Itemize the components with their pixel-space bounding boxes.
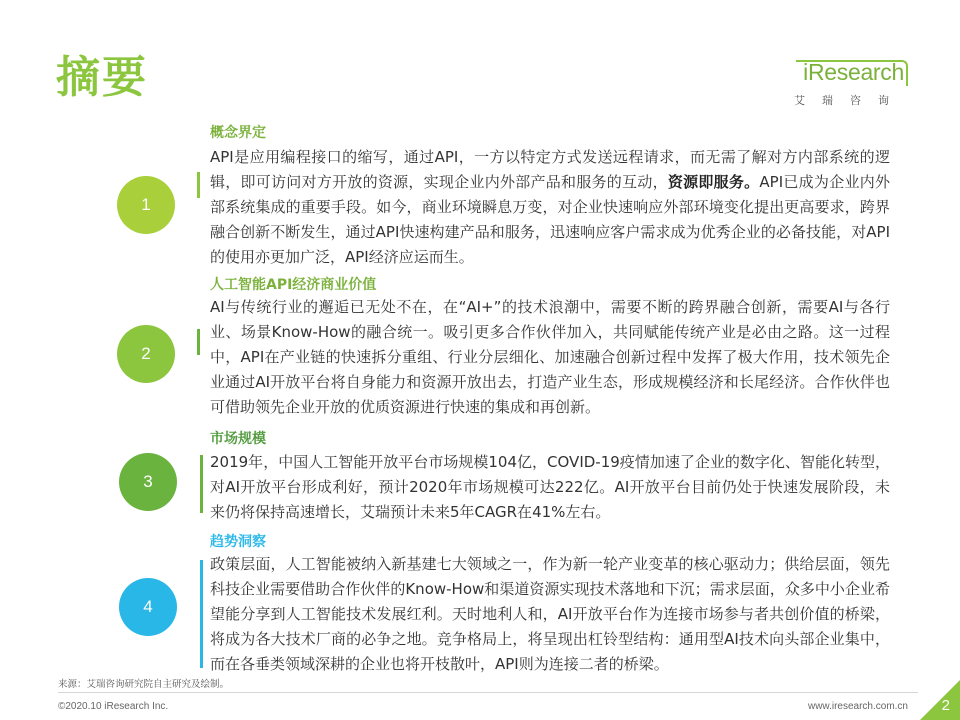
source-note: 来源：艾瑞咨询研究院自主研究及绘制。 bbox=[58, 679, 230, 690]
section-body-text: 2019年，中国人工智能开放平台市场规模104亿，COVID-19疫情加速了企业的数字化、智能化转型，对AI开放平台形成利好，预计2020年市场规模可达222亿。AI开放平台目前仍处于快速发展阶段，未来仍将保持高速增长，艾瑞预计未来5年CAGR在41%左右。 bbox=[210, 453, 890, 521]
section-accent-bar bbox=[197, 329, 200, 355]
section-number-circle bbox=[117, 325, 175, 383]
section-heading: 概念界定 bbox=[210, 125, 266, 141]
section-body-text-continued: API已成为企业内外部系统集成的重要手段。如今，商业环境瞬息万变，对企业快速响应外部环境变化提出更高要求，跨界融合创新不断发生，通过API快速构建产品和服务，迅速响应客户需求成为优秀企业的必备技能，对API的使用亦更加广泛，API经济应运而生。 bbox=[210, 173, 890, 266]
website-url: www.iresearch.com.cn bbox=[807, 701, 908, 712]
section-accent-bar bbox=[200, 455, 203, 513]
section-number: 4 bbox=[143, 597, 153, 616]
section-body-text: API是应用编程接口的缩写，通过API，一方以特定方式发送远程请求，而无需了解对方内部系统的逻辑，即可访问对方开放的资源，实现企业内外部产品和服务的互动， bbox=[210, 148, 890, 191]
page-number: 2 bbox=[941, 697, 950, 714]
section-body-text: AI与传统行业的邂逅已无处不在，在“AI+”的技术浪潮中，需要不断的跨界融合创新，需要AI与各行业、场景Know-How的融合统一。吸引更多合作伙伴加入，共同赋能传统产业是必由之路。这一过程中，API在产业链的快速拆分重组、行业分层细化、加速融合创新过程中发挥了极大作用，技术领先企业通过AI开放平台将自身能力和资源开放出去，打造产业生态，形成规模经济和长尾经济。合作伙伴也可借助领先企业开放的优质资源进行快速的集成和再创新。 bbox=[210, 298, 890, 416]
section-heading: 趋势洞察 bbox=[210, 534, 266, 550]
corner-shape bbox=[920, 680, 960, 720]
page-title: 摘要 bbox=[56, 52, 148, 103]
page-corner-triangle bbox=[920, 680, 960, 720]
section-number: 3 bbox=[143, 472, 153, 491]
section-heading: 人工智能API经济商业价值 bbox=[210, 277, 377, 293]
logo-subtitle: 艾瑞咨询 bbox=[794, 94, 906, 107]
section-accent-bar bbox=[197, 172, 200, 198]
copyright: ©2020.10 iResearch Inc. bbox=[58, 701, 169, 712]
section-accent-bar bbox=[200, 560, 203, 668]
section-body-text: 政策层面，人工智能被纳入新基建七大领域之一，作为新一轮产业变革的核心驱动力；供给层面，领先科技企业需要借助合作伙伴的Know-How和渠道资源实现技术落地和下沉；需求层面，众多中小企业希望能分享到人工智能技术发展红利。天时地利人和，AI开放平台作为连接市场参与者共创价值的桥梁，将成为各大技术厂商的必争之地。竞争格局上，将呈现出杠铃型结构：通用型AI技术向头部企业集中，而在各垂类领域深耕的企业也将开枝散叶，API则为连接二者的桥梁。 bbox=[210, 555, 890, 673]
section-body-emphasis: 资源即服务。 bbox=[667, 173, 760, 191]
section-body bbox=[210, 552, 890, 677]
logo-text: iResearch bbox=[803, 59, 904, 85]
section-body bbox=[210, 145, 890, 270]
section-number: 1 bbox=[141, 195, 151, 214]
section-number-circle bbox=[117, 176, 175, 234]
section-body bbox=[210, 450, 890, 525]
iresearch-logo bbox=[790, 58, 908, 112]
section-number-circle bbox=[119, 578, 177, 636]
section-body bbox=[210, 295, 890, 420]
section-heading: 市场规模 bbox=[210, 431, 266, 447]
section-number-circle bbox=[119, 453, 177, 511]
section-number: 2 bbox=[141, 344, 151, 363]
footer-divider bbox=[58, 692, 918, 693]
